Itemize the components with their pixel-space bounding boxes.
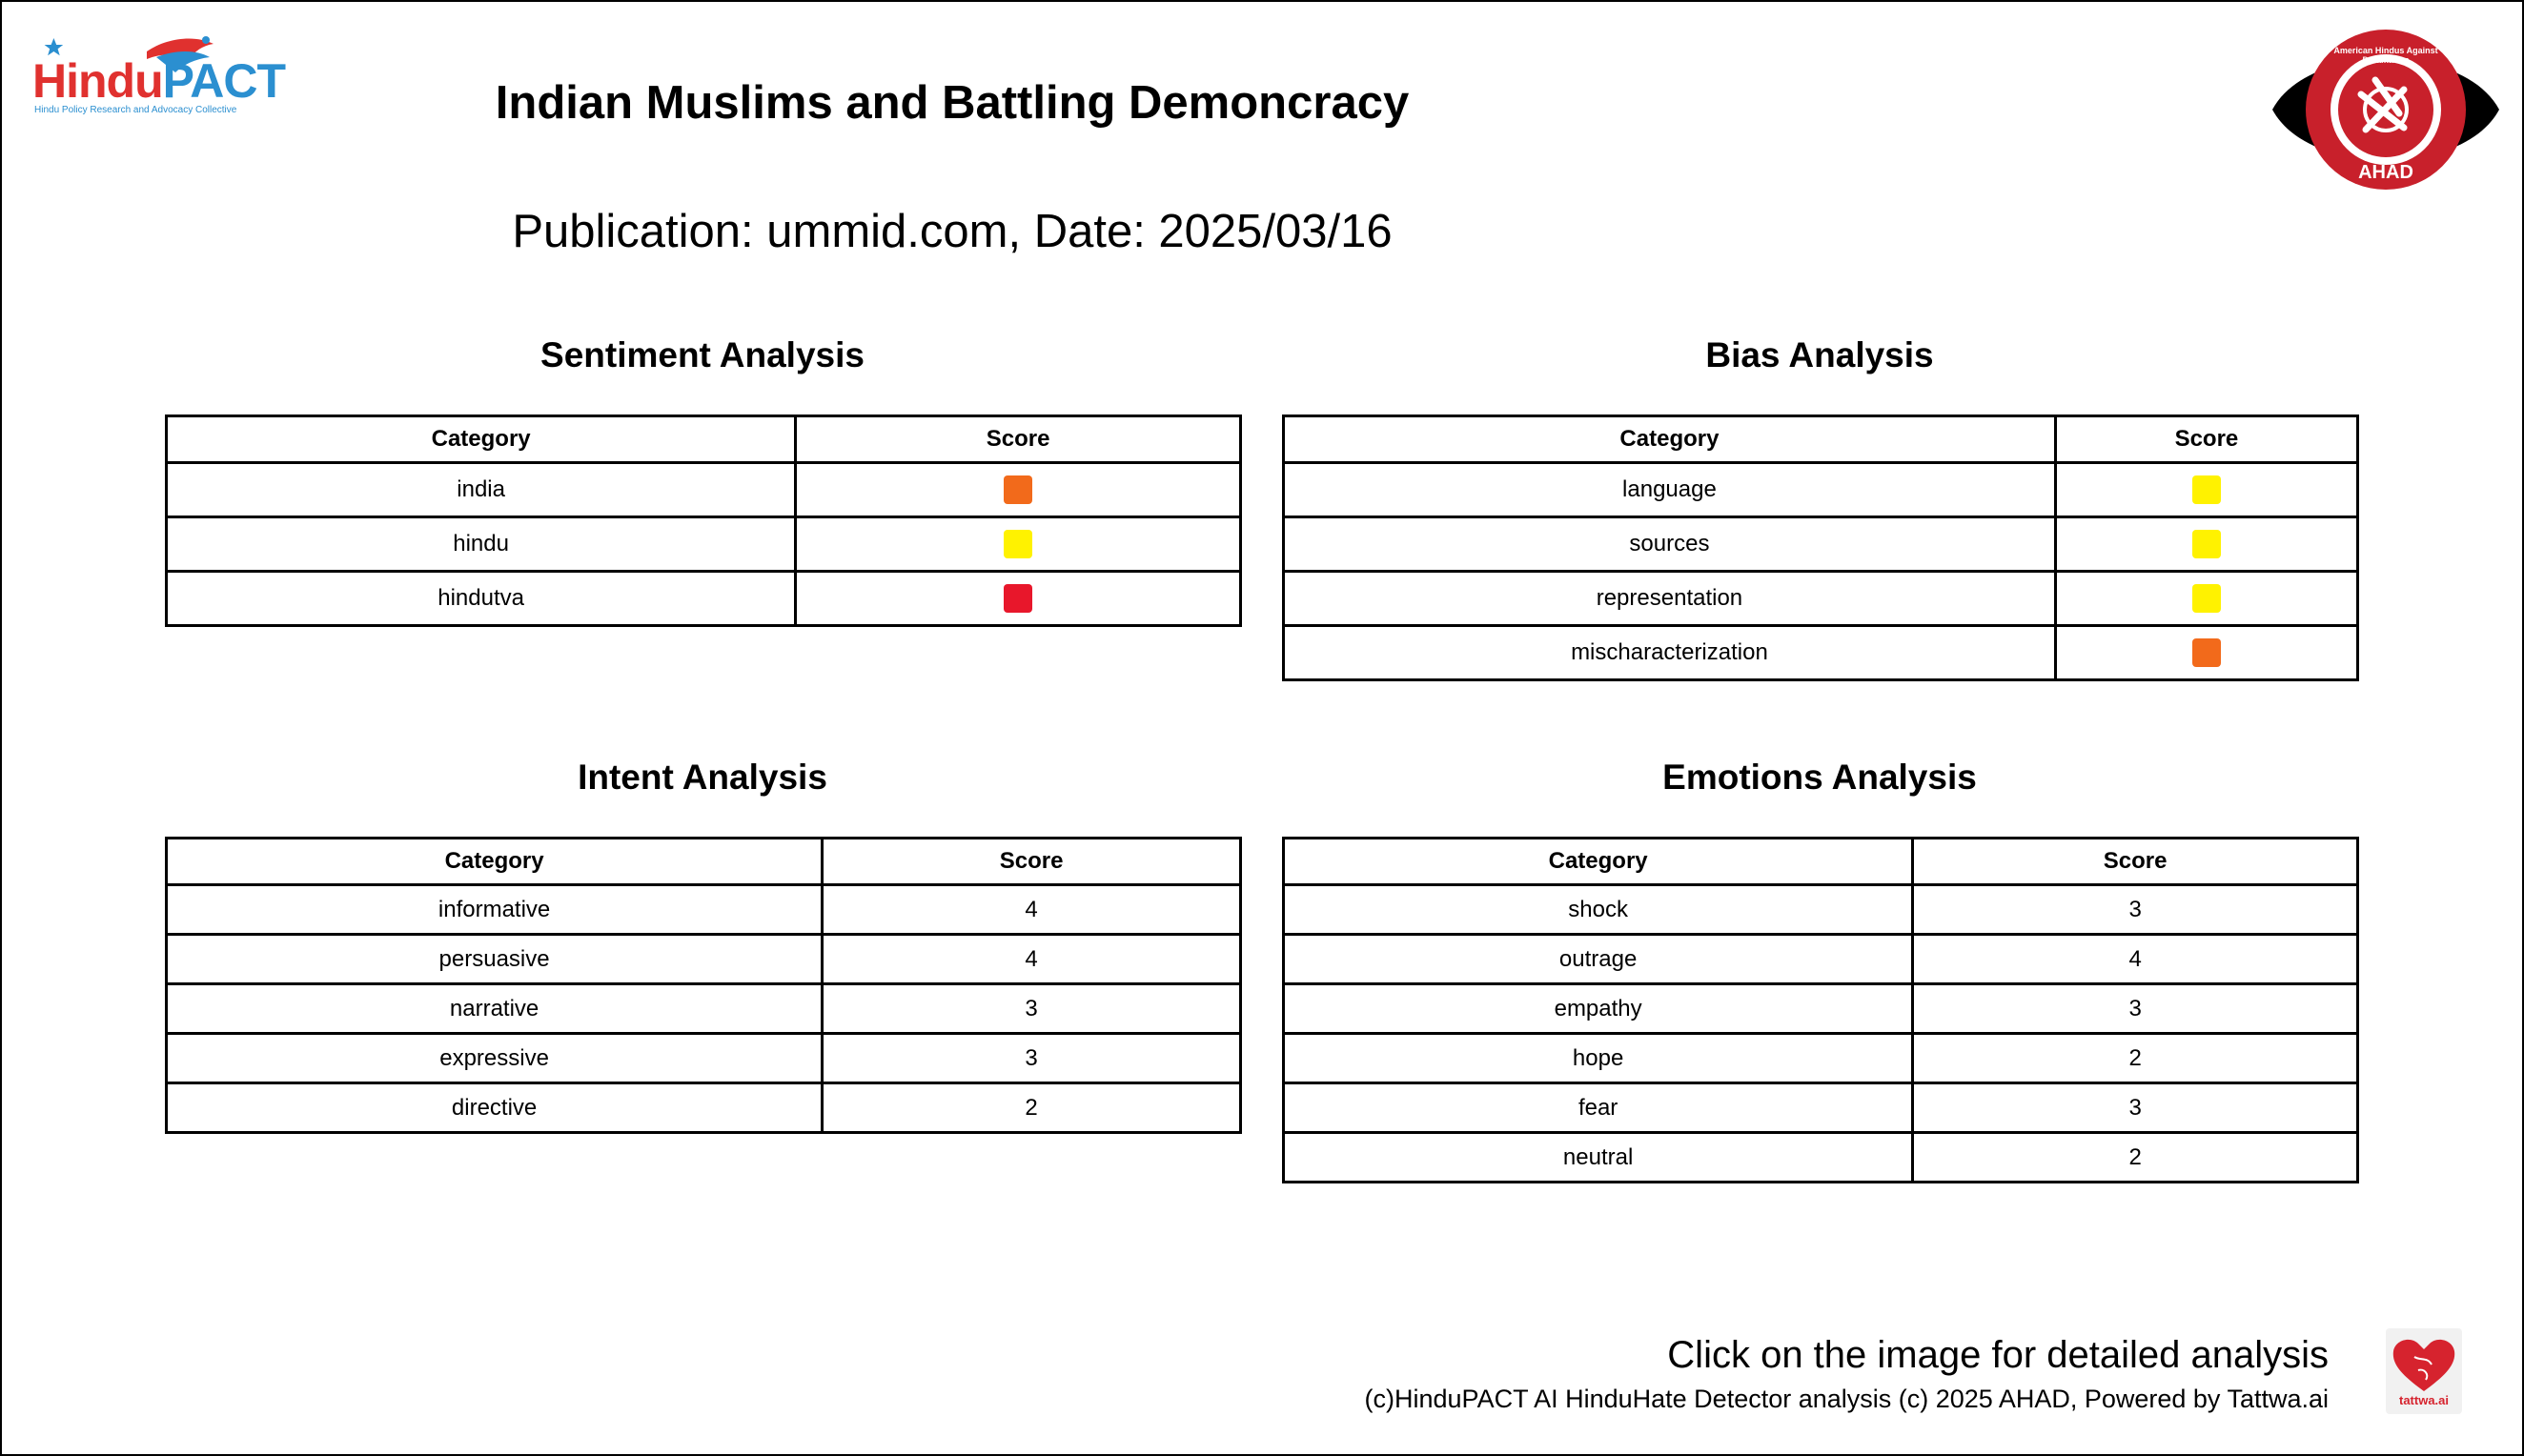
- score-swatch: [2192, 475, 2221, 504]
- score-cell: [2055, 517, 2357, 572]
- score-cell: 3: [1913, 1083, 2358, 1133]
- table-row: [1284, 1083, 2358, 1133]
- table-row: [167, 1083, 1241, 1133]
- table-row: [1284, 463, 2358, 517]
- category-cell: india: [167, 463, 796, 517]
- score-cell: 4: [823, 885, 1241, 935]
- table-row: [167, 984, 1241, 1034]
- publication-subtitle: Publication: ummid.com, Date: 2025/03/16: [512, 206, 1393, 257]
- table-row: [167, 935, 1241, 984]
- score-cell: [2055, 572, 2357, 626]
- detailed-analysis-link[interactable]: Click on the image for detailed analysis: [1667, 1334, 2329, 1376]
- score-swatch: [1004, 584, 1032, 613]
- table-row: [1284, 626, 2358, 680]
- table-row: [1284, 572, 2358, 626]
- ahad-logo: [2270, 23, 2501, 196]
- category-cell: representation: [1284, 572, 2056, 626]
- table-row: [1284, 1034, 2358, 1083]
- table-header-row: [167, 416, 1241, 463]
- score-cell: [2055, 626, 2357, 680]
- category-cell: language: [1284, 463, 2056, 517]
- category-cell: neutral: [1284, 1133, 1913, 1183]
- emotions-section-title: Emotions Analysis: [1662, 758, 1977, 797]
- hindupact-tagline: Hindu Policy Research and Advocacy Collective: [34, 105, 237, 115]
- score-swatch: [1004, 475, 1032, 504]
- category-cell: shock: [1284, 885, 1913, 935]
- intent-section-title: Intent Analysis: [578, 758, 827, 797]
- category-cell: sources: [1284, 517, 2056, 572]
- copyright-text: (c)HinduPACT AI HinduHate Detector analysis (c) 2025 AHAD, Powered by Tattwa.ai: [1364, 1385, 2329, 1413]
- score-cell: [796, 517, 1241, 572]
- score-cell: 2: [1913, 1133, 2358, 1183]
- table-row: [167, 463, 1241, 517]
- category-cell: outrage: [1284, 935, 1913, 984]
- table-header-row: [167, 839, 1241, 885]
- column-header-category: Category: [167, 839, 823, 885]
- bias-table: [1282, 415, 2359, 681]
- table-row: [1284, 885, 2358, 935]
- sentiment-section-title: Sentiment Analysis: [540, 335, 865, 374]
- category-cell: hope: [1284, 1034, 1913, 1083]
- score-cell: 2: [1913, 1034, 2358, 1083]
- table-row: [167, 885, 1241, 935]
- category-cell: persuasive: [167, 935, 823, 984]
- category-cell: directive: [167, 1083, 823, 1133]
- table-row: [1284, 1133, 2358, 1183]
- ahad-ring-text: American Hindus Against Defamation: [2333, 46, 2438, 65]
- table-row: [1284, 517, 2358, 572]
- column-header-score: Score: [796, 416, 1241, 463]
- emotions-table: [1282, 837, 2359, 1183]
- bias-section-title: Bias Analysis: [1705, 335, 1934, 374]
- sentiment-table: [165, 415, 1242, 627]
- column-header-category: Category: [167, 416, 796, 463]
- score-cell: [796, 463, 1241, 517]
- category-cell: fear: [1284, 1083, 1913, 1133]
- column-header-score: Score: [823, 839, 1241, 885]
- table-row: [167, 572, 1241, 626]
- column-header-score: Score: [2055, 416, 2357, 463]
- score-cell: 3: [823, 1034, 1241, 1083]
- score-swatch: [2192, 584, 2221, 613]
- column-header-category: Category: [1284, 839, 1913, 885]
- tattwa-logo: [2386, 1328, 2462, 1414]
- tattwa-name: tattwa.ai: [2398, 1393, 2449, 1407]
- score-cell: 3: [1913, 885, 2358, 935]
- score-cell: [2055, 463, 2357, 517]
- category-cell: hindutva: [167, 572, 796, 626]
- table-row: [167, 517, 1241, 572]
- column-header-score: Score: [1913, 839, 2358, 885]
- score-cell: 4: [1913, 935, 2358, 984]
- category-cell: narrative: [167, 984, 823, 1034]
- score-cell: [796, 572, 1241, 626]
- score-cell: 2: [823, 1083, 1241, 1133]
- category-cell: mischaracterization: [1284, 626, 2056, 680]
- table-header-row: [1284, 416, 2358, 463]
- table-header-row: [1284, 839, 2358, 885]
- hindupact-name-pact: PACT: [162, 54, 286, 108]
- score-swatch: [1004, 530, 1032, 558]
- score-cell: 3: [1913, 984, 2358, 1034]
- table-row: [1284, 984, 2358, 1034]
- table-row: [167, 1034, 1241, 1083]
- ahad-acronym: AHAD: [2358, 162, 2413, 183]
- score-swatch: [2192, 530, 2221, 558]
- category-cell: informative: [167, 885, 823, 935]
- intent-table: [165, 837, 1242, 1134]
- page-title: Indian Muslims and Battling Demoncracy: [495, 77, 1410, 129]
- category-cell: empathy: [1284, 984, 1913, 1034]
- category-cell: expressive: [167, 1034, 823, 1083]
- score-swatch: [2192, 638, 2221, 667]
- column-header-category: Category: [1284, 416, 2056, 463]
- table-row: [1284, 935, 2358, 984]
- category-cell: hindu: [167, 517, 796, 572]
- score-cell: 4: [823, 935, 1241, 984]
- hindupact-name-hindu: Hindu: [32, 54, 163, 108]
- score-cell: 3: [823, 984, 1241, 1034]
